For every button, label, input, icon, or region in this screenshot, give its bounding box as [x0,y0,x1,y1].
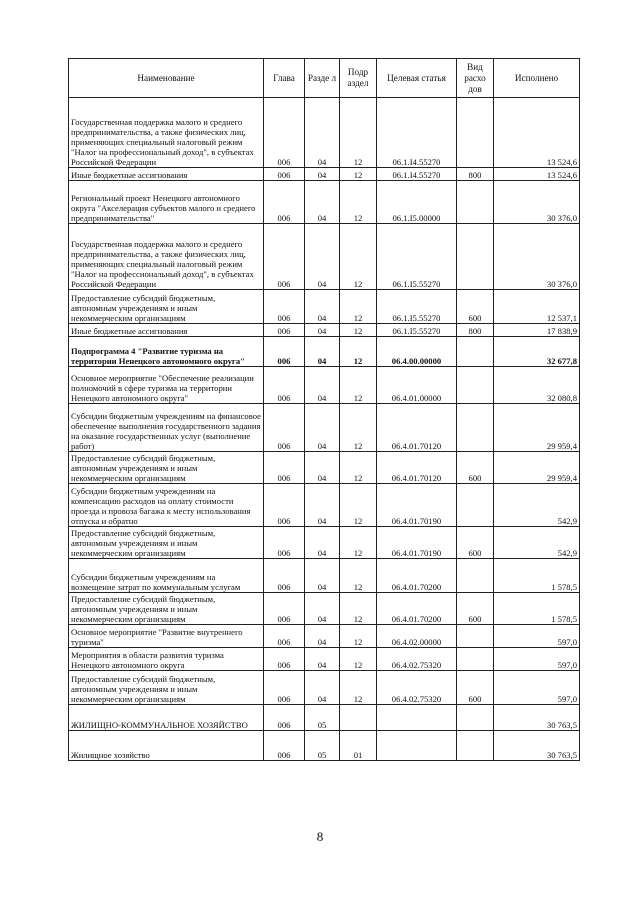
cell-name: Основное мероприятие "Развитие внутреннего туризма" [69,625,264,648]
cell-target: 06.1.I5.55270 [377,224,457,290]
cell-razdel: 04 [305,452,340,484]
cell-razdel: 04 [305,648,340,671]
cell-name: Основное мероприятие "Обеспечение реализации полномочий в сфере туризма на территории Ненецкого автономного округа" [69,367,264,404]
cell-name: Предоставление субсидий бюджетным, автономным учреждениям и иным некоммерческим организациям [69,671,264,705]
cell-vid [457,98,494,168]
cell-name: Государственная поддержка малого и среднего предпринимательства, а также физических лиц, применяющих специальный налоговый режим "Налог на профессиональный доход", в субъектах Российской Федерации [69,98,264,168]
cell-amount: 597,0 [494,625,580,648]
table-row [69,404,580,452]
cell-vid: 800 [457,324,494,337]
table-row [69,290,580,324]
table-row [69,527,580,559]
cell-name: ЖИЛИЩНО-КОММУНАЛЬНОЕ ХОЗЯЙСТВО [69,705,264,731]
cell-glava: 006 [264,367,305,404]
cell-target: 06.1.I5.55270 [377,290,457,324]
table-row [69,559,580,593]
cell-vid [457,648,494,671]
cell-razdel: 04 [305,367,340,404]
table-row [69,98,580,168]
cell-razdel: 04 [305,404,340,452]
table-row [69,648,580,671]
cell-vid: 600 [457,452,494,484]
cell-glava: 006 [264,559,305,593]
cell-vid [457,404,494,452]
cell-amount: 13 524,6 [494,168,580,181]
cell-glava: 006 [264,527,305,559]
cell-razdel: 04 [305,559,340,593]
cell-podrazdel: 12 [340,625,377,648]
cell-glava: 006 [264,671,305,705]
cell-podrazdel: 12 [340,224,377,290]
cell-glava: 006 [264,625,305,648]
cell-razdel: 04 [305,625,340,648]
header-target: Целевая статья [377,59,457,98]
cell-vid [457,484,494,527]
cell-name: Субсидии бюджетным учреждениям на возмещение затрат по коммунальным услугам [69,559,264,593]
cell-target: 06.4.02.00000 [377,625,457,648]
cell-glava: 006 [264,484,305,527]
cell-podrazdel: 12 [340,337,377,367]
cell-target: 06.4.01.00000 [377,367,457,404]
cell-amount: 29 959,4 [494,452,580,484]
table-header-row [69,59,580,98]
cell-amount: 1 578,5 [494,559,580,593]
cell-target: 06.4.01.70190 [377,484,457,527]
cell-podrazdel: 12 [340,648,377,671]
cell-name: Государственная поддержка малого и среднего предпринимательства, а также физических лиц, применяющих специальный налоговый режим "Налог на профессиональный доход", в субъектах Российской Федерации [69,224,264,290]
cell-podrazdel: 12 [340,324,377,337]
table-row [69,625,580,648]
cell-razdel: 04 [305,224,340,290]
cell-vid [457,181,494,224]
cell-amount: 32 080,8 [494,367,580,404]
cell-vid [457,367,494,404]
cell-glava: 006 [264,324,305,337]
cell-vid [457,559,494,593]
table-row [69,671,580,705]
cell-glava: 006 [264,98,305,168]
header-razdel: Разде л [305,59,340,98]
table-body [69,98,580,761]
cell-name: Жилищное хозяйство [69,731,264,761]
cell-glava: 006 [264,290,305,324]
cell-podrazdel: 12 [340,290,377,324]
header-vid: Вид расхо дов [457,59,494,98]
table-row [69,367,580,404]
cell-amount: 30 376,0 [494,224,580,290]
cell-razdel: 04 [305,324,340,337]
cell-razdel: 04 [305,593,340,625]
cell-vid: 600 [457,593,494,625]
cell-amount: 542,9 [494,527,580,559]
cell-amount: 17 838,9 [494,324,580,337]
cell-amount: 30 763,5 [494,705,580,731]
cell-vid [457,705,494,731]
cell-glava: 006 [264,224,305,290]
cell-glava: 006 [264,731,305,761]
cell-name: Иные бюджетные ассигнования [69,168,264,181]
cell-razdel: 04 [305,98,340,168]
cell-glava: 006 [264,452,305,484]
cell-vid [457,731,494,761]
table-row [69,324,580,337]
cell-podrazdel: 12 [340,484,377,527]
cell-razdel: 05 [305,731,340,761]
cell-amount: 32 677,8 [494,337,580,367]
cell-razdel: 04 [305,527,340,559]
cell-glava: 006 [264,404,305,452]
cell-podrazdel: 01 [340,731,377,761]
table-row [69,337,580,367]
table-row [69,705,580,731]
cell-razdel: 04 [305,671,340,705]
cell-target: 06.4.02.75320 [377,671,457,705]
table-row [69,731,580,761]
cell-razdel: 05 [305,705,340,731]
page-number: 8 [316,829,324,844]
cell-target: 06.1.I4.55270 [377,168,457,181]
cell-target: 06.1.I5.00000 [377,181,457,224]
cell-amount: 597,0 [494,671,580,705]
table-row [69,224,580,290]
cell-target: 06.4.02.75320 [377,648,457,671]
cell-glava: 006 [264,648,305,671]
cell-target: 06.4.00.00000 [377,337,457,367]
cell-name: Подпрограмма 4 "Развитие туризма на территории Ненецкого автономного округа" [69,337,264,367]
table-row [69,593,580,625]
cell-target: 06.1.I5.55270 [377,324,457,337]
cell-vid [457,337,494,367]
cell-amount: 30 376,0 [494,181,580,224]
cell-name: Мероприятия в области развития туризма Ненецкого автономного округа [69,648,264,671]
cell-vid [457,625,494,648]
cell-name: Субсидии бюджетным учреждениям на финансовое обеспечение выполнения государственного задания на оказание государственных услуг (выполнение работ) [69,404,264,452]
cell-target: 06.1.I4.55270 [377,98,457,168]
cell-podrazdel: 12 [340,404,377,452]
cell-vid [457,224,494,290]
cell-podrazdel: 12 [340,181,377,224]
header-amount: Исполнено [494,59,580,98]
cell-amount: 542,9 [494,484,580,527]
cell-vid: 800 [457,168,494,181]
cell-glava: 006 [264,593,305,625]
cell-target: 06.4.01.70120 [377,404,457,452]
cell-name: Предоставление субсидий бюджетным, автономным учреждениям и иным некоммерческим организациям [69,527,264,559]
cell-podrazdel [340,705,377,731]
cell-name: Предоставление субсидий бюджетным, автономным учреждениям и иным некоммерческим организациям [69,290,264,324]
budget-table [68,58,580,761]
header-glava: Глава [264,59,305,98]
cell-podrazdel: 12 [340,559,377,593]
cell-podrazdel: 12 [340,671,377,705]
cell-glava: 006 [264,168,305,181]
header-name: Наименование [69,59,264,98]
cell-podrazdel: 12 [340,527,377,559]
table-row [69,452,580,484]
cell-amount: 30 763,5 [494,731,580,761]
cell-podrazdel: 12 [340,367,377,404]
cell-target: 06.4.01.70200 [377,593,457,625]
cell-razdel: 04 [305,337,340,367]
cell-target: 06.4.01.70200 [377,559,457,593]
cell-target: 06.4.01.70120 [377,452,457,484]
cell-target [377,705,457,731]
cell-razdel: 04 [305,290,340,324]
table-row [69,168,580,181]
cell-razdel: 04 [305,168,340,181]
cell-target [377,731,457,761]
cell-name: Предоставление субсидий бюджетным, автономным учреждениям и иным некоммерческим организациям [69,452,264,484]
cell-name: Предоставление субсидий бюджетным, автономным учреждениям и иным некоммерческим организациям [69,593,264,625]
cell-podrazdel: 12 [340,98,377,168]
cell-amount: 597,0 [494,648,580,671]
cell-glava: 006 [264,705,305,731]
cell-amount: 1 578,5 [494,593,580,625]
cell-amount: 12 537,1 [494,290,580,324]
cell-amount: 29 959,4 [494,404,580,452]
cell-name: Субсидии бюджетным учреждениям на компенсацию расходов на оплату стоимости проезда и провоза багажа к месту использования отпуска и обратно [69,484,264,527]
header-podrazdel: Подр аздел [340,59,377,98]
cell-podrazdel: 12 [340,593,377,625]
cell-name: Региональный проект Ненецкого автономного округа "Акселерация субъектов малого и среднего предпринимательства" [69,181,264,224]
cell-razdel: 04 [305,181,340,224]
cell-target: 06.4.01.70190 [377,527,457,559]
cell-vid: 600 [457,290,494,324]
cell-name: Иные бюджетные ассигнования [69,324,264,337]
cell-amount: 13 524,6 [494,98,580,168]
cell-vid: 600 [457,671,494,705]
cell-podrazdel: 12 [340,452,377,484]
cell-podrazdel: 12 [340,168,377,181]
cell-glava: 006 [264,337,305,367]
cell-razdel: 04 [305,484,340,527]
table-row [69,484,580,527]
cell-vid: 600 [457,527,494,559]
table-row [69,181,580,224]
cell-glava: 006 [264,181,305,224]
